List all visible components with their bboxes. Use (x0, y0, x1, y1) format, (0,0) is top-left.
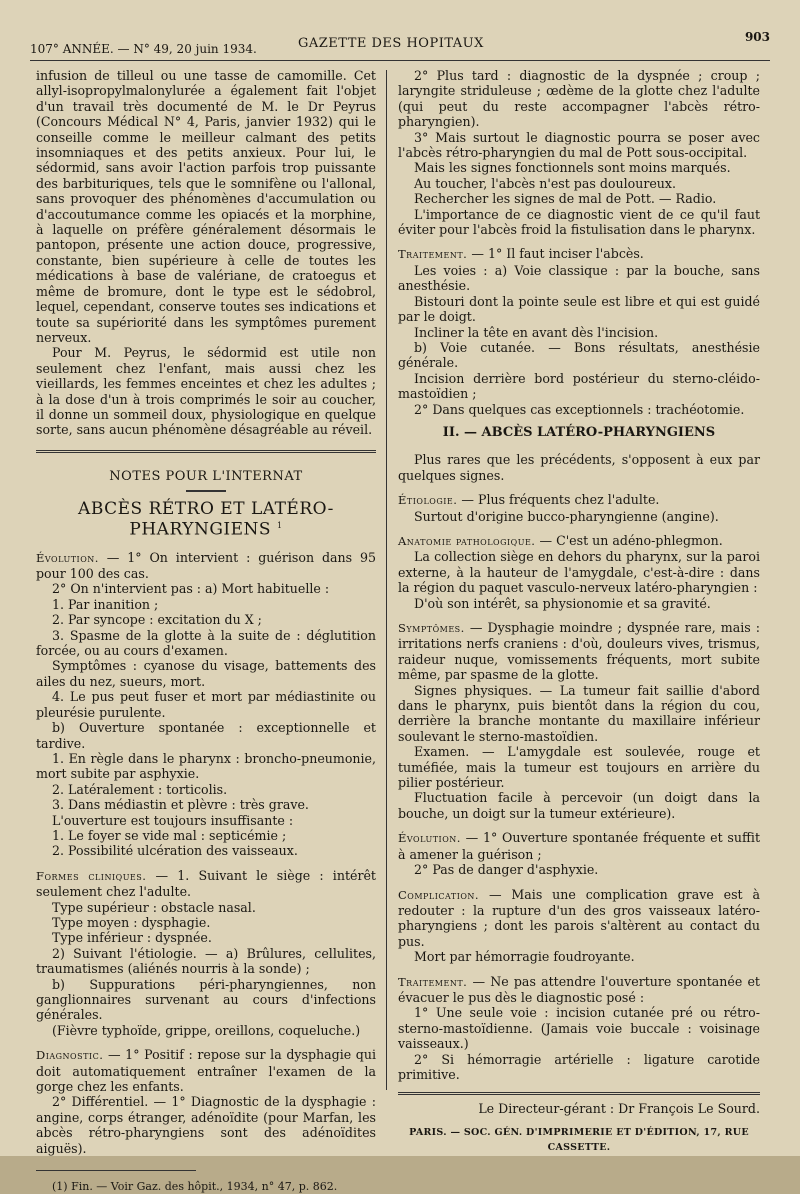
list-item: 2) Suivant l'étiologie. — a) Brûlures, cellulites, traumatismes (aliénés nourris à la sonde) ; (36, 945, 376, 977)
anatomie-text: — C'est un adéno-phlegmon. (535, 532, 723, 548)
traitement-2-label: Traitement. (398, 974, 468, 989)
traitement-2-text: — Ne pas attendre l'ouverture spontanée et évacuer le pus dès le diagnostic posé : (398, 973, 760, 1005)
list-item: 3. Dans médiastin et plèvre : très grave. (52, 797, 309, 813)
complication-text: — Mais une complication grave est à redouter : la rupture d'un des gros vaisseaux latéro-pharyngiens ; dont les parois s'altèrent au contact du pus. (398, 886, 760, 949)
spacer (398, 965, 760, 974)
formes-text: — 1. Suivant le siège : intérêt seulement chez l'adulte. (36, 867, 376, 900)
traitement-2-line: 2° Si hémorragie artérielle : ligature carotide primitive. (398, 1051, 760, 1082)
signes-line: Signes physiques. — La tumeur fait saillie d'abord dans le pharynx, puis bientôt dans la région du cou, derrière la branche montante du maxillaire inférieur soulevant le sterno-mastoïdien. (398, 682, 760, 744)
diagnostic-continued: 2° Plus tard : diagnostic de la dyspnée ; croup ; laryngite striduleuse ; œdème de la glotte chez l'adulte (qui peut du reste accompagner l'abcès rétro-pharyngien). (398, 68, 760, 130)
list-item: 3. Spasme de la glotte à la suite de : déglutition forcée, ou au cours d'examen. (36, 627, 376, 659)
section-2-intro: Plus rares que les précédents, s'opposent à eux par quelques signes. (398, 452, 760, 483)
complication-line: Mort par hémorragie foudroyante. (414, 949, 635, 965)
evolution-2-paragraph (398, 830, 760, 862)
traitement-line: Les voies : a) Voie classique : par la bouche, sans anesthésie. (398, 262, 760, 294)
list-item: 1. Le foyer se vide mal : septicémie ; (52, 827, 287, 843)
page-header (30, 30, 770, 64)
diagnostic-continued: L'importance de ce diagnostic vient de ce qu'il faut éviter pour l'abcès froid la fistulisation dans le pharynx. (398, 206, 760, 238)
journal-title: GAZETTE DES HOPITAUX (298, 36, 484, 51)
anatomie-line: La collection siège en dehors du pharynx, sur la paroi externe, à la hauteur de l'amygdale, c'est-à-dire : dans la région du paquet vasculo-nerveux latéro-pharyngien : (398, 549, 760, 596)
list-item: Type supérieur : obstacle nasal. (52, 899, 256, 915)
page-number: 903 (744, 30, 770, 44)
evolution-text: — 1° On intervient : guérison dans 95 pour 100 des cas. (36, 549, 376, 582)
diagnostic-paragraph (36, 1047, 376, 1094)
evolution-2-label: Évolution. (398, 831, 461, 846)
spacer (36, 859, 376, 868)
signes-line: Fluctuation facile à percevoir (un doigt dans la bouche, un doigt sur la tumeur extérieure). (398, 790, 760, 821)
diagnostic-text: — 1° Positif : repose sur la dysphagie qui doit automatiquement entraîner l'examen de la gorge chez les enfants. (36, 1047, 376, 1095)
list-item: Type moyen : dysphagie. (52, 914, 211, 930)
spacer (398, 821, 760, 830)
spacer (398, 611, 760, 620)
spacer (36, 1038, 376, 1047)
etiologie-paragraph (398, 492, 760, 508)
intro-paragraph: infusion de tilleul ou une tasse de camomille. Cet allyl-isopropylmalonylurée a également fait l'objet d'un travail très documenté de M. le Dr Peyrus (Concours Médical N° 4, Paris, janvier 1932) qui le conseille comme le meilleur calmant des petits insomniaques et des petits anxieux. Pour lui, le sédormid, sans avoir l'action parfois trop puissante des barbituriques, tels que le somnifène ou l'allonal, sans provoquer des phénomènes d'accumulation ou d'accoutumance comme les opiacés et la morphine, à laquelle on préfère généralement désormais le pantopon, présente une action douce, progressive, constante, bien supérieure à celle de toutes les médications à base de valériane, de cratoegus et même de bromure, dont le type est le sédobrol, lequel, cependant, conserve toutes ses indications et toute sa supériorité dans les symptômes purement nerveux. (36, 68, 376, 345)
evolution-2-text: — 1° Ouverture spontanée fréquente et suffit à amener la guérison ; (398, 830, 760, 862)
traitement-2-paragraph (398, 974, 760, 1006)
left-column (36, 68, 376, 1194)
column-divider (386, 70, 387, 1090)
evolution-label: Évolution. (36, 550, 99, 565)
traitement-paragraph (398, 246, 760, 262)
list-item: 2. Par syncope : excitation du X ; (52, 612, 262, 628)
traitement-line: Bistouri dont la pointe seule est libre et qui est guidé par le doigt. (398, 293, 760, 325)
anatomie-line: D'où son intérêt, sa physionomie et sa gravité. (414, 595, 711, 611)
symptomes-text: — Dysphagie moindre ; dyspnée rare, mais : irritations nerfs craniens : d'où, douleurs vives, trismus, raideur nuque, vomissements fréquents, mort subite même, par spasme de la glotte. (398, 620, 760, 683)
ouverture-line: b) Ouverture spontanée : exceptionnelle et tardive. (36, 720, 376, 751)
list-item: Type inférieur : dyspnée. (52, 930, 212, 946)
insufficient-line: L'ouverture est toujours insuffisante : (52, 812, 294, 828)
issue-info: 107° ANNÉE. — N° 49, 20 juin 1934. (30, 42, 257, 56)
anatomie-label: Anatomie pathologique. (398, 533, 536, 548)
symptomes-label: Symptômes. (398, 621, 465, 635)
diagnostic-continued: Au toucher, l'abcès n'est pas douloureux. (414, 175, 677, 191)
etiologie-label: Étiologie. (398, 493, 458, 508)
header-rule (30, 60, 770, 61)
footnote: (1) Fin. — Voir Gaz. des hôpit., 1934, n° 47, p. 862. (52, 1180, 338, 1194)
etiologie-line: Surtout d'origine bucco-pharyngienne (angine). (414, 508, 719, 524)
section-rule (36, 450, 376, 453)
diagnostic-continued: 3° Mais surtout le diagnostic pourra se poser avec l'abcès rétro-pharyngien du mal de Pott sous-occipital. (398, 129, 760, 161)
traitement-text: — 1° Il faut inciser l'abcès. (467, 246, 644, 262)
heading-rule (186, 490, 226, 492)
anatomie-paragraph (398, 533, 760, 549)
printer-line: PARIS. — SOC. GÉN. D'IMPRIMERIE ET D'ÉDITION, 17, RUE CASSETTE. (409, 1126, 749, 1154)
list-item: 4. Le pus peut fuser et mort par médiastinite ou pleurésie purulente. (36, 689, 376, 720)
formes-label: Formes cliniques. (36, 868, 147, 883)
notes-heading: NOTES POUR L'INTERNAT (109, 468, 303, 484)
traitement-2-line: 1° Une seule voie : incision cutanée pré ou rétro-sterno-mastoïdienne. (Jamais voie buccale : voisinage vaisseaux.) (398, 1005, 760, 1052)
article-title (36, 499, 376, 540)
list-item: b) Suppurations péri-pharyngiennes, non ganglionnaires survenant au cours d'infections générales. (36, 976, 376, 1023)
list-item: 1. Par inanition ; (52, 596, 159, 612)
diagnostic-label: Diagnostic. (36, 1048, 104, 1063)
traitement-label: Traitement. (398, 247, 468, 262)
diagnostic-continued: Rechercher les signes de mal de Pott. — Radio. (414, 191, 717, 207)
formes-paragraph (36, 868, 376, 900)
traitement-line: Incliner la tête en avant dès l'incision. (414, 324, 659, 340)
complication-label: Complication. (398, 887, 480, 902)
complication-paragraph (398, 887, 760, 950)
evolution-2: 2° On n'intervient pas : a) Mort habituelle : (52, 581, 330, 597)
spacer (398, 524, 760, 533)
differentiel-paragraph: 2° Différentiel. — 1° Diagnostic de la dysphagie : angine, corps étranger, adénoïdite (pour Marfan, les abcès rétro-pharyngiens sont des adénoïdites aiguës). (36, 1094, 376, 1156)
traitement-line: b) Voie cutanée. — Bons résultats, anesthésie générale. (398, 339, 760, 371)
symptoms-line: Symptômes : cyanose du visage, battements des ailes du nez, sueurs, mort. (36, 658, 376, 689)
traitement-line: Incision derrière bord postérieur du sterno-cléido-mastoïdien ; (398, 370, 760, 402)
symptomes-paragraph (398, 620, 760, 683)
list-item: 1. En règle dans le pharynx : broncho-pneumonie, mort subite par asphyxie. (36, 750, 376, 782)
list-item: (Fièvre typhoïde, grippe, oreillons, coqueluche.) (52, 1022, 361, 1038)
diagnostic-continued: Mais les signes fonctionnels sont moins marqués. (414, 160, 731, 176)
evolution-paragraph (36, 550, 376, 582)
evolution-2-line: 2° Pas de danger d'asphyxie. (414, 862, 599, 878)
closing-rule (398, 1092, 760, 1095)
section-2-title: II. — ABCÈS LATÉRO-PHARYNGIENS (442, 424, 716, 440)
etiologie-text: — Plus fréquents chez l'adulte. (457, 492, 660, 508)
traitement-line: 2° Dans quelques cas exceptionnels : trachéotomie. (414, 401, 745, 417)
spacer (398, 878, 760, 887)
director-line: Le Directeur-gérant : Dr François Le Sourd. (478, 1101, 760, 1117)
article-title-text: ABCÈS RÉTRO ET LATÉRO-PHARYNGIENS (78, 499, 334, 540)
footnote-rule (36, 1170, 196, 1171)
spacer (398, 483, 760, 492)
signes-line: Examen. — L'amygdale est soulevée, rouge et tuméfiée, mais la tumeur est toujours en arrière du pilier postérieur. (398, 744, 760, 791)
footnote-mark: 1 (276, 520, 283, 530)
right-column (398, 68, 760, 1156)
spacer (398, 237, 760, 246)
list-item: 2. Possibilité ulcération des vaisseaux. (52, 843, 298, 859)
list-item: 2. Latéralement : torticolis. (52, 781, 228, 797)
intro-paragraph: Pour M. Peyrus, le sédormid est utile non seulement chez l'enfant, mais aussi chez les vieillards, les femmes enceintes et chez les adultes ; à la dose d'un à trois comprimés le soir au coucher, il donne un sommeil doux, physiologique en quelque sorte, sans aucun phénomène désagréable au réveil. (36, 345, 376, 438)
